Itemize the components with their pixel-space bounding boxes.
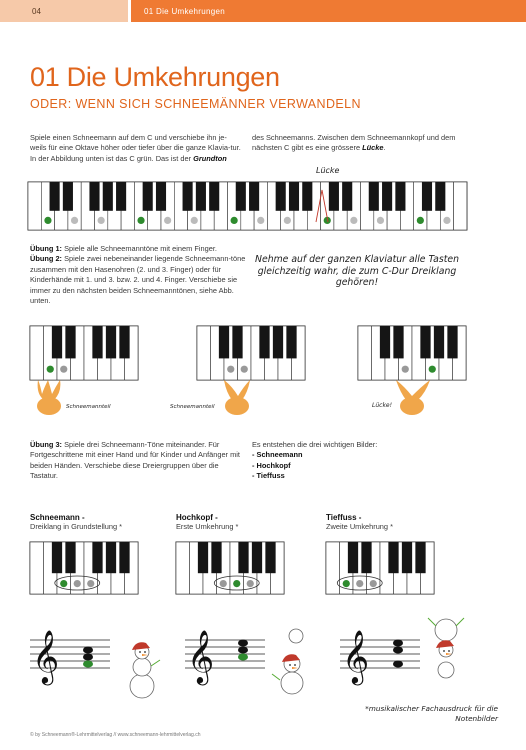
note-dot <box>429 366 436 373</box>
note-dot <box>343 580 350 587</box>
note-dot <box>47 366 54 373</box>
note-head <box>393 647 403 654</box>
treble-clef: 𝄞 <box>32 629 60 683</box>
white-key <box>30 326 44 380</box>
snowman-illustration-1 <box>120 640 164 700</box>
black-key <box>238 542 248 573</box>
note-dot <box>87 580 94 587</box>
white-key <box>28 182 41 230</box>
black-key <box>63 182 73 211</box>
white-key <box>454 182 467 230</box>
note-dot <box>164 217 171 224</box>
black-key <box>329 182 339 211</box>
note-dot <box>137 217 144 224</box>
chord-keyboard-2 <box>176 542 286 598</box>
note-head <box>83 661 93 668</box>
snowman-illustration-3 <box>424 610 468 680</box>
black-key <box>198 542 208 573</box>
finger-caption-1: Schneemannteil <box>66 404 111 410</box>
hand-illustration-3 <box>392 378 432 418</box>
black-key <box>435 182 445 211</box>
hand-illustration-2 <box>218 378 258 418</box>
footnote: *musikalischer Fachausdruck für die Notenbilder <box>365 704 498 723</box>
note-dot <box>60 580 67 587</box>
black-key <box>369 182 379 211</box>
chord-keyboard-3 <box>326 542 436 598</box>
black-key <box>388 542 398 573</box>
black-key <box>209 182 219 211</box>
note-dot <box>60 366 67 373</box>
note-head <box>83 647 93 654</box>
white-key <box>326 542 340 594</box>
exercise3-list: Es entstehen die drei wichtigen Bilder: - Schneemann - Hochkopf - Tieffuss <box>252 440 378 481</box>
chord-label-1: Schneemann - Dreiklang in Grundstellung * <box>30 513 123 531</box>
chord-keyboard-1 <box>30 542 140 598</box>
black-key <box>286 326 296 358</box>
black-key <box>420 326 430 358</box>
note-dot <box>74 580 81 587</box>
chord-label-3: Tieffuss - Zweite Umkehrung * <box>326 513 393 531</box>
black-key <box>50 182 60 211</box>
black-key <box>119 542 129 573</box>
note-head <box>238 640 248 647</box>
treble-clef: 𝄞 <box>187 629 215 683</box>
black-key <box>52 542 62 573</box>
black-key <box>252 542 262 573</box>
black-key <box>249 182 259 211</box>
black-key <box>236 182 246 211</box>
black-key <box>434 326 444 358</box>
black-key <box>382 182 392 211</box>
black-key <box>342 182 352 211</box>
white-key <box>30 542 44 594</box>
black-key <box>265 542 275 573</box>
note-dot <box>241 366 248 373</box>
note-dot <box>417 217 424 224</box>
black-key <box>156 182 166 211</box>
header-section-title: 01 Die Umkehrungen <box>144 7 225 16</box>
note-dot <box>233 580 240 587</box>
white-key <box>197 326 211 380</box>
staff-notation-2 <box>185 620 265 683</box>
note-dot <box>191 217 198 224</box>
exercise-text: Übung 1: Spiele alle Schneemanntöne mit einem Finger. Übung 2: Spiele zwei nebeneinander liegende Schneemann-töne zusammen mit den Hasenohren (2. und 3. Finger) oder für Kinderhände mit 1. und 3. bzw. 2. und 4. Finger. Verschiebe sie immer zu den nächsten beiden Schneemanntönen, siehe Abb. unten. <box>30 244 246 306</box>
white-key <box>176 542 190 594</box>
black-key <box>276 182 286 211</box>
black-key <box>106 326 116 358</box>
black-key <box>92 326 102 358</box>
note-dot <box>350 217 357 224</box>
note-dot <box>220 580 227 587</box>
note-head <box>393 640 403 647</box>
white-key <box>358 326 372 380</box>
full-keyboard <box>28 182 468 234</box>
black-key <box>119 326 129 358</box>
black-key <box>183 182 193 211</box>
snowman-illustration-2 <box>270 628 314 698</box>
black-key <box>402 542 412 573</box>
black-key <box>211 542 221 573</box>
keyboard-fingers-2 <box>197 326 307 386</box>
black-key <box>89 182 99 211</box>
black-key <box>196 182 206 211</box>
chord-label-2: Hochkopf - Erste Umkehrung * <box>176 513 239 531</box>
footer-copyright: © by Schneemann®-Lehrmittelverlag // www.schneemann-lehrmittelverlag.ch <box>30 732 201 738</box>
note-dot <box>227 366 234 373</box>
staff-notation-3 <box>340 620 420 683</box>
black-key <box>143 182 153 211</box>
note-dot <box>443 217 450 224</box>
note-dot <box>71 217 78 224</box>
intro-right: des Schneemanns. Zwischen dem Schneemannkopf und dem nächsten C gibt es eine grössere Lücke. <box>252 133 456 153</box>
finger-caption-2: Schneemannteil <box>170 404 215 410</box>
black-key <box>92 542 102 573</box>
keyboard-fingers-1 <box>30 326 140 386</box>
note-dot <box>402 366 409 373</box>
finger-caption-3: Lücke! <box>372 402 393 409</box>
hand-illustration-1 <box>30 378 70 418</box>
black-key <box>422 182 432 211</box>
black-key <box>289 182 299 211</box>
black-key <box>65 326 75 358</box>
black-key <box>361 542 371 573</box>
exercise3-text: Übung 3: Spiele drei Schneemann-Töne miteinander. Für Fortgeschrittene mit einer Hand und für Kinder und Anfänger mit beiden Händen. Verschiebe diese Dreiergruppen über die Tastatur. <box>30 440 240 481</box>
black-key <box>380 326 390 358</box>
black-key <box>52 326 62 358</box>
black-key <box>103 182 113 211</box>
note-head <box>83 654 93 661</box>
note-head <box>393 661 403 668</box>
staff-notation-1 <box>30 620 110 683</box>
black-key <box>219 326 229 358</box>
black-key <box>116 182 126 211</box>
page-title: 01 Die Umkehrungen <box>30 62 280 92</box>
black-key <box>106 542 116 573</box>
black-key <box>273 326 283 358</box>
black-key <box>232 326 242 358</box>
note-dot <box>98 217 105 224</box>
note-dot <box>370 580 377 587</box>
black-key <box>415 542 425 573</box>
note-dot <box>44 217 51 224</box>
black-key <box>65 542 75 573</box>
handwritten-note: Nehme auf der ganzen Klaviatur alle Tasten gleichzeitig wahr, die zum C-Dur Dreiklang gehören! <box>255 254 459 288</box>
black-key <box>348 542 358 573</box>
note-dot <box>356 580 363 587</box>
black-key <box>302 182 312 211</box>
note-dot <box>247 580 254 587</box>
note-dot <box>231 217 238 224</box>
note-head <box>238 654 248 661</box>
page-subtitle: ODER: WENN SICH SCHNEEMÄNNER VERWANDELN <box>30 97 361 111</box>
page-number: 04 <box>32 7 41 16</box>
note-head <box>238 647 248 654</box>
note-dot <box>257 217 264 224</box>
black-key <box>395 182 405 211</box>
gap-annotation: Lücke <box>316 166 340 175</box>
treble-clef: 𝄞 <box>342 629 370 683</box>
intro-left: Spiele einen Schneemann auf dem C und verschiebe ihn je-weils für eine Oktave höher oder tiefer über die ganze Klavia-tur. In der Abbildung unten ist das C grün. Das ist der Grundton <box>30 133 241 163</box>
note-dot <box>377 217 384 224</box>
header-bar-left <box>0 0 128 22</box>
note-dot <box>284 217 291 224</box>
keyboard-fingers-3 <box>358 326 468 386</box>
black-key <box>447 326 457 358</box>
black-key <box>393 326 403 358</box>
black-key <box>259 326 269 358</box>
